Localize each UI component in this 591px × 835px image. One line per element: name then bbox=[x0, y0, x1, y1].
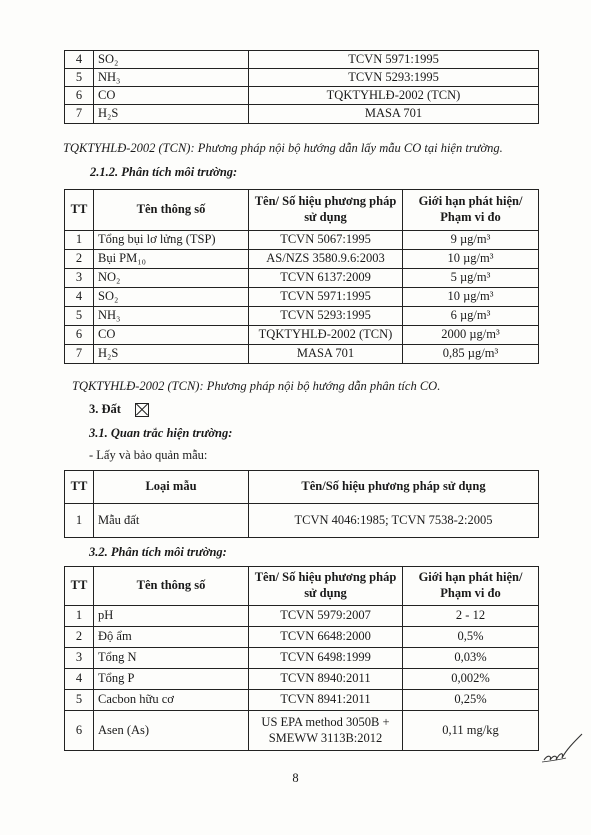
table-row: 6 Asen (As) US EPA method 3050B + SMEWW 3113B:2012 0,11 mg/kg bbox=[65, 711, 539, 751]
table-soil-analysis bbox=[64, 566, 539, 751]
table-row: 4 SO₂ TCVN 5971:1995 10 µg/m³ bbox=[65, 288, 539, 307]
section-heading-3-2: 3.2. Phân tích môi trường: bbox=[89, 545, 227, 559]
table-air-analysis bbox=[64, 189, 539, 364]
table-row: 7 H₂S MASA 701 0,85 µg/m³ bbox=[65, 345, 539, 364]
table-row: 2 Bụi PM₁₀ AS/NZS 3580.9.6:2003 10 µg/m³ bbox=[65, 250, 539, 269]
table-row: 4 Tổng P TCVN 8940:2011 0,002% bbox=[65, 669, 539, 690]
table-row: 4 SO₂ TCVN 5971:1995 bbox=[65, 51, 539, 69]
table-row: 2 Độ ẩm TCVN 6648:2000 0,5% bbox=[65, 627, 539, 648]
table-row: 5 NH₃ TCVN 5293:1995 bbox=[65, 69, 539, 87]
table-row: 3 Tổng N TCVN 6498:1999 0,03% bbox=[65, 648, 539, 669]
table-sampling-air-continued bbox=[64, 50, 539, 124]
table-header-row: TT Tên thông số Tên/ Số hiệu phương pháp sử dụng Giới hạn phát hiện/ Phạm vi đo bbox=[65, 190, 539, 231]
table-header-row: TT Loại mẫu Tên/Số hiệu phương pháp sử dụng bbox=[65, 471, 539, 504]
table-row: 1 Tổng bụi lơ lửng (TSP) TCVN 5067:1995 9 µg/m³ bbox=[65, 231, 539, 250]
checked-box-icon bbox=[135, 403, 149, 417]
table-row: 5 NH₃ TCVN 5293:1995 6 µg/m³ bbox=[65, 307, 539, 326]
table-row: 6 CO TQKTYHLĐ-2002 (TCN) 2000 µg/m³ bbox=[65, 326, 539, 345]
page-number: 8 bbox=[292, 771, 299, 785]
table-row: 7 H₂S MASA 701 bbox=[65, 105, 539, 124]
table-header-row: TT Tên thông số Tên/ Số hiệu phương pháp sử dụng Giới hạn phát hiện/ Phạm vi đo bbox=[65, 567, 539, 606]
note-co-analysis: TQKTYHLĐ-2002 (TCN): Phương pháp nội bộ hướng dẫn phân tích CO. bbox=[72, 379, 441, 393]
section-heading-2-1-2: 2.1.2. Phân tích môi trường: bbox=[90, 165, 238, 179]
table-row: 6 CO TQKTYHLĐ-2002 (TCN) bbox=[65, 87, 539, 105]
table-soil-sampling bbox=[64, 470, 539, 538]
initials-signature-icon bbox=[540, 730, 584, 770]
table-row: 1 pH TCVN 5979:2007 2 - 12 bbox=[65, 606, 539, 627]
table-row: 3 NO₂ TCVN 6137:2009 5 µg/m³ bbox=[65, 269, 539, 288]
table-row: 5 Cacbon hữu cơ TCVN 8941:2011 0,25% bbox=[65, 690, 539, 711]
note-co-sampling: TQKTYHLĐ-2002 (TCN): Phương pháp nội bộ hướng dẫn lấy mẫu CO tại hiện trường. bbox=[63, 141, 503, 155]
table-row: 1 Mẫu đất TCVN 4046:1985; TCVN 7538-2:2005 bbox=[65, 504, 539, 538]
sampling-line: - Lấy và bảo quản mẫu: bbox=[89, 448, 208, 462]
section-heading-3: 3. Đất bbox=[89, 402, 149, 417]
section-heading-3-1: 3.1. Quan trắc hiện trường: bbox=[89, 426, 233, 440]
